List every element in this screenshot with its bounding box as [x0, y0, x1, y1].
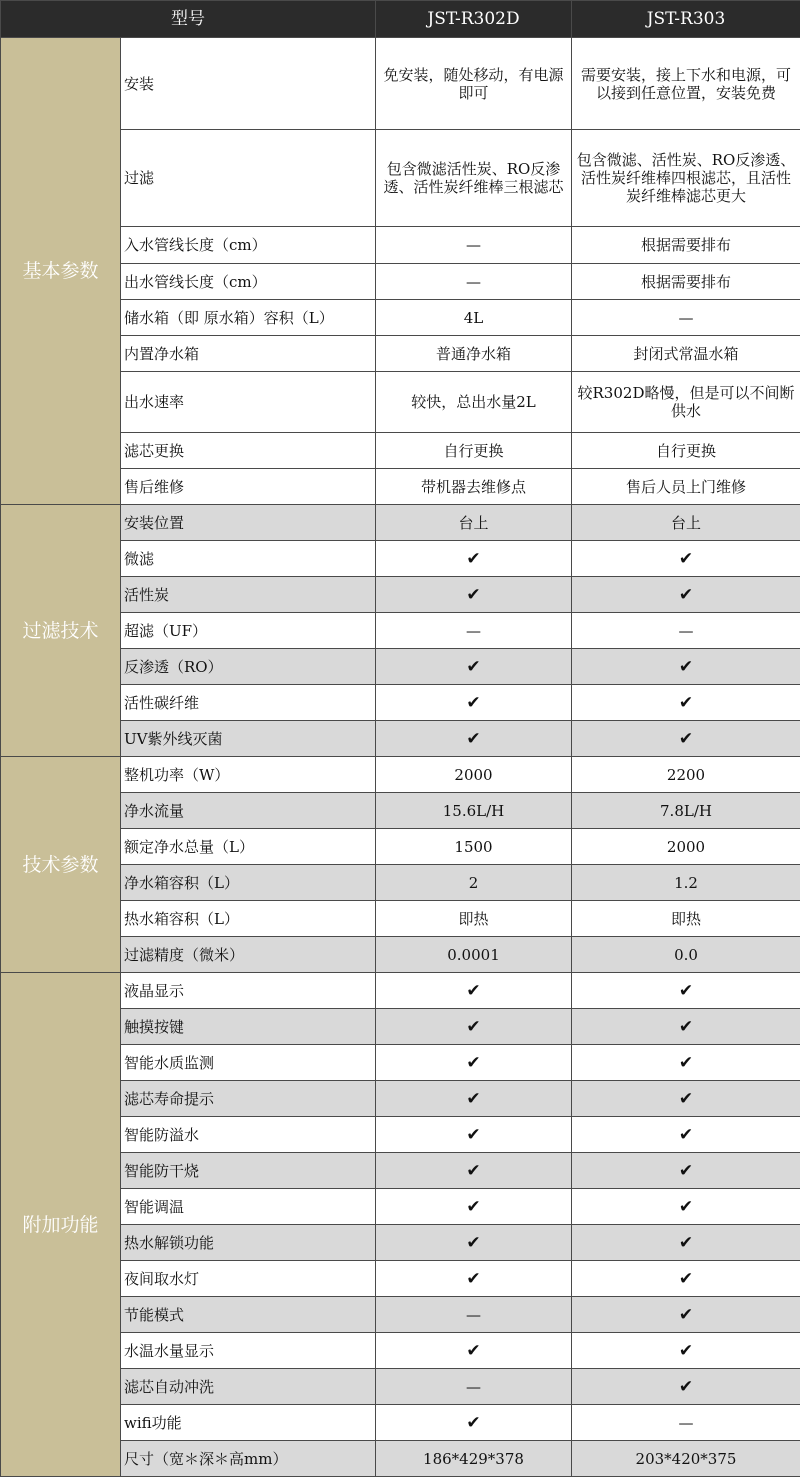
checkmark-icon: ✔ [376, 577, 572, 613]
header-product-b: JST-R303 [572, 1, 800, 38]
value-product-a: 186*429*378 [376, 1441, 572, 1477]
checkmark-icon: ✔ [572, 1369, 800, 1405]
table-row [1, 469, 800, 505]
row-label: 反渗透（RO） [121, 649, 376, 685]
value-product-a: 普通净水箱 [376, 336, 572, 372]
table-row [1, 505, 800, 541]
row-label: 售后维修 [121, 469, 376, 505]
checkmark-icon: ✔ [376, 1189, 572, 1225]
table-row [1, 264, 800, 300]
table-row [1, 685, 800, 721]
value-product-b: 自行更换 [572, 433, 800, 469]
checkmark-icon: ✔ [376, 1081, 572, 1117]
row-label: 智能防干烧 [121, 1153, 376, 1189]
table-row [1, 372, 800, 433]
value-product-a: 1500 [376, 829, 572, 865]
value-product-a: — [376, 227, 572, 264]
row-label: 活性碳纤维 [121, 685, 376, 721]
row-label: 活性炭 [121, 577, 376, 613]
row-label: 智能调温 [121, 1189, 376, 1225]
row-label: 尺寸（宽＊深＊高mm） [121, 1441, 376, 1477]
row-label: 安装位置 [121, 505, 376, 541]
row-label: 热水箱容积（L） [121, 901, 376, 937]
value-product-b: 2000 [572, 829, 800, 865]
row-label: 整机功率（W） [121, 757, 376, 793]
row-label: 热水解锁功能 [121, 1225, 376, 1261]
table-row [1, 1333, 800, 1369]
table-row [1, 227, 800, 264]
checkmark-icon: ✔ [376, 541, 572, 577]
spec-body [1, 38, 800, 1477]
table-row [1, 793, 800, 829]
value-product-b: 1.2 [572, 865, 800, 901]
table-row [1, 577, 800, 613]
value-product-a: 包含微滤活性炭、RO反渗透、活性炭纤维棒三根滤芯 [376, 130, 572, 227]
value-product-a: — [376, 1369, 572, 1405]
value-product-a: — [376, 264, 572, 300]
checkmark-icon: ✔ [572, 1153, 800, 1189]
value-product-a: 即热 [376, 901, 572, 937]
value-product-a: 较快，总出水量2L [376, 372, 572, 433]
table-row [1, 300, 800, 336]
checkmark-icon: ✔ [572, 721, 800, 757]
checkmark-icon: ✔ [572, 1297, 800, 1333]
checkmark-icon: ✔ [572, 1009, 800, 1045]
row-label: 微滤 [121, 541, 376, 577]
checkmark-icon: ✔ [376, 721, 572, 757]
checkmark-icon: ✔ [376, 1225, 572, 1261]
checkmark-icon: ✔ [376, 1261, 572, 1297]
table-row [1, 1045, 800, 1081]
category-cell: 附加功能 [1, 973, 121, 1477]
checkmark-icon: ✔ [572, 1189, 800, 1225]
value-product-b: 售后人员上门维修 [572, 469, 800, 505]
value-product-b: 包含微滤、活性炭、RO反渗透、活性炭纤维棒四根滤芯，且活性炭纤维棒滤芯更大 [572, 130, 800, 227]
table-row [1, 1297, 800, 1333]
value-product-b: 7.8L/H [572, 793, 800, 829]
checkmark-icon: ✔ [572, 973, 800, 1009]
value-product-b: 封闭式常温水箱 [572, 336, 800, 372]
table-row [1, 541, 800, 577]
checkmark-icon: ✔ [376, 1405, 572, 1441]
value-product-b: 0.0 [572, 937, 800, 973]
checkmark-icon: ✔ [572, 577, 800, 613]
table-row [1, 1369, 800, 1405]
table-row [1, 1441, 800, 1477]
value-product-a: 台上 [376, 505, 572, 541]
value-product-b: — [572, 1405, 800, 1441]
row-label: 超滤（UF） [121, 613, 376, 649]
checkmark-icon: ✔ [572, 1045, 800, 1081]
row-label: 储水箱（即 原水箱）容积（L） [121, 300, 376, 336]
table-row [1, 433, 800, 469]
header-row [1, 1, 800, 38]
checkmark-icon: ✔ [572, 1081, 800, 1117]
checkmark-icon: ✔ [572, 1333, 800, 1369]
checkmark-icon: ✔ [376, 973, 572, 1009]
checkmark-icon: ✔ [572, 685, 800, 721]
value-product-a: — [376, 1297, 572, 1333]
checkmark-icon: ✔ [572, 1117, 800, 1153]
row-label: 入水管线长度（cm） [121, 227, 376, 264]
table-row [1, 1405, 800, 1441]
category-cell: 技术参数 [1, 757, 121, 973]
category-cell: 基本参数 [1, 38, 121, 505]
checkmark-icon: ✔ [376, 1009, 572, 1045]
row-label: 滤芯寿命提示 [121, 1081, 376, 1117]
table-row [1, 1189, 800, 1225]
table-row [1, 937, 800, 973]
value-product-b: 需要安装，接上下水和电源，可以接到任意位置，安装免费 [572, 38, 800, 130]
value-product-a: 4L [376, 300, 572, 336]
row-label: 滤芯更换 [121, 433, 376, 469]
table-row [1, 613, 800, 649]
row-label: 液晶显示 [121, 973, 376, 1009]
table-row [1, 1117, 800, 1153]
row-label: 智能防溢水 [121, 1117, 376, 1153]
checkmark-icon: ✔ [376, 1153, 572, 1189]
table-row [1, 1261, 800, 1297]
row-label: 滤芯自动冲洗 [121, 1369, 376, 1405]
checkmark-icon: ✔ [572, 1261, 800, 1297]
row-label: UV紫外线灭菌 [121, 721, 376, 757]
value-product-b: 根据需要排布 [572, 227, 800, 264]
checkmark-icon: ✔ [376, 649, 572, 685]
category-cell: 过滤技术 [1, 505, 121, 757]
row-label: wifi功能 [121, 1405, 376, 1441]
row-label: 过滤 [121, 130, 376, 227]
value-product-a: 自行更换 [376, 433, 572, 469]
checkmark-icon: ✔ [376, 1117, 572, 1153]
checkmark-icon: ✔ [572, 649, 800, 685]
header-model: 型号 [1, 1, 376, 38]
checkmark-icon: ✔ [376, 685, 572, 721]
table-row [1, 901, 800, 937]
header-product-a: JST-R302D [376, 1, 572, 38]
row-label: 净水箱容积（L） [121, 865, 376, 901]
value-product-b: 较R302D略慢，但是可以不间断供水 [572, 372, 800, 433]
row-label: 内置净水箱 [121, 336, 376, 372]
row-label: 节能模式 [121, 1297, 376, 1333]
value-product-b: 根据需要排布 [572, 264, 800, 300]
table-row [1, 865, 800, 901]
value-product-a: 2000 [376, 757, 572, 793]
row-label: 智能水质监测 [121, 1045, 376, 1081]
value-product-a: 2 [376, 865, 572, 901]
value-product-a: 15.6L/H [376, 793, 572, 829]
table-row [1, 1225, 800, 1261]
value-product-b: — [572, 613, 800, 649]
table-row [1, 829, 800, 865]
table-row [1, 130, 800, 227]
checkmark-icon: ✔ [572, 1225, 800, 1261]
value-product-a: 带机器去维修点 [376, 469, 572, 505]
table-row [1, 1009, 800, 1045]
checkmark-icon: ✔ [376, 1333, 572, 1369]
row-label: 水温水量显示 [121, 1333, 376, 1369]
row-label: 夜间取水灯 [121, 1261, 376, 1297]
table-row [1, 721, 800, 757]
table-row [1, 1153, 800, 1189]
row-label: 过滤精度（微米） [121, 937, 376, 973]
table-row [1, 38, 800, 130]
value-product-b: 台上 [572, 505, 800, 541]
table-row [1, 973, 800, 1009]
value-product-b: 203*420*375 [572, 1441, 800, 1477]
table-row [1, 757, 800, 793]
row-label: 安装 [121, 38, 376, 130]
checkmark-icon: ✔ [572, 541, 800, 577]
row-label: 出水管线长度（cm） [121, 264, 376, 300]
value-product-b: 2200 [572, 757, 800, 793]
table-row [1, 649, 800, 685]
table-row [1, 1081, 800, 1117]
row-label: 净水流量 [121, 793, 376, 829]
value-product-b: — [572, 300, 800, 336]
table-row [1, 336, 800, 372]
value-product-a: 0.0001 [376, 937, 572, 973]
row-label: 额定净水总量（L） [121, 829, 376, 865]
value-product-a: — [376, 613, 572, 649]
checkmark-icon: ✔ [376, 1045, 572, 1081]
value-product-b: 即热 [572, 901, 800, 937]
value-product-a: 免安装，随处移动，有电源即可 [376, 38, 572, 130]
row-label: 出水速率 [121, 372, 376, 433]
row-label: 触摸按键 [121, 1009, 376, 1045]
